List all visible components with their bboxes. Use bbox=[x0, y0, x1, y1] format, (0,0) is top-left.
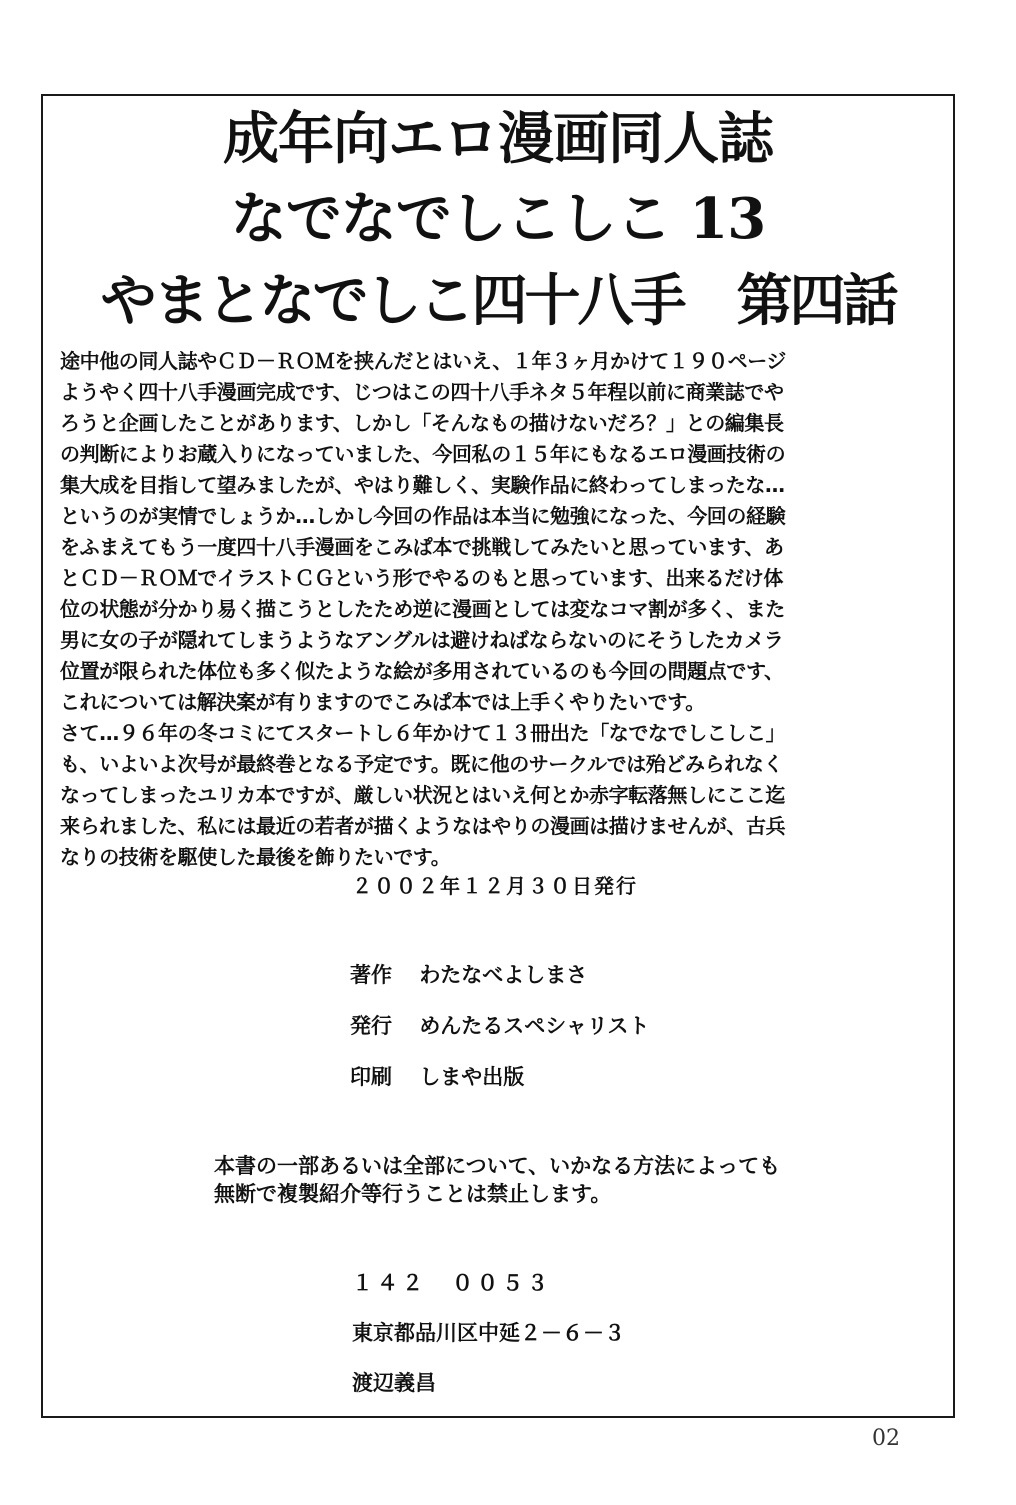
credit-role: 著作 bbox=[350, 963, 392, 987]
credit-value: しまや出版 bbox=[419, 1065, 525, 1089]
title-line-1: 成年向エロ漫画同人誌 bbox=[223, 106, 773, 172]
credit-role: 印刷 bbox=[350, 1065, 392, 1089]
body-line: さて…９６年の冬コミにてスタートし６年かけて１３冊出た「なでなでしこしこ」 bbox=[60, 721, 786, 745]
credit-author bbox=[350, 950, 649, 1001]
body-line: ようやく四十八手漫画完成です、じつはこの四十八手ネタ５年程以前に商業誌でや bbox=[60, 380, 784, 404]
credit-value: わたなべよしまさ bbox=[419, 963, 588, 987]
body-line: というのが実情でしょうか…しかし今回の作品は本当に勉強になった、今回の経験 bbox=[60, 504, 786, 528]
credit-role: 発行 bbox=[350, 1014, 392, 1038]
contact-address bbox=[352, 1258, 625, 1408]
body-line: とＣＤ－ＲＯＭでイラストＣＧという形でやるのもと思っています、出来るだけ体 bbox=[60, 566, 783, 590]
notice-line: 本書の一部あるいは全部について、いかなる方法によっても bbox=[214, 1154, 781, 1178]
credit-value: めんたるスペシャリスト bbox=[419, 1014, 650, 1038]
credits-block bbox=[350, 950, 649, 1103]
body-line: 集大成を目指して望みましたが、やはり難しく、実験作品に終わってしまったな… bbox=[60, 473, 785, 497]
body-line: をふまえてもう一度四十八手漫画をこみぱ本で挑戦してみたいと思っています、あ bbox=[60, 535, 784, 559]
body-line: 途中他の同人誌やＣＤ－ＲＯＭを挟んだとはいえ、１年３ヶ月かけて１９０ページ bbox=[60, 349, 786, 373]
body-line: なってしまったユリカ本ですが、厳しい状況とはいえ何とか赤字転落無しにここ迄 bbox=[60, 783, 785, 807]
title-line-3: やまとなでしこ四十八手 第四話 bbox=[100, 268, 896, 334]
body-line: なりの技術を駆使した最後を飾りたいです。 bbox=[60, 845, 451, 869]
street-address: 東京都品川区中延２－６－３ bbox=[352, 1321, 625, 1345]
afterword-text bbox=[60, 346, 940, 873]
body-line: ろうと企画したことがあります、しかし「そんなもの描けないだろ？」との編集長 bbox=[60, 411, 784, 435]
publication-date: ２００２年１２月３０日発行 bbox=[352, 874, 638, 898]
body-line: 位の状態が分かり易く描こうとしたため逆に漫画としては変なコマ割が多く、また bbox=[60, 597, 785, 621]
postal-code: １４２ ００５３ bbox=[352, 1271, 552, 1295]
credit-printer bbox=[350, 1052, 649, 1103]
body-line: 男に女の子が隠れてしまうようなアングルは避けねばならないのにそうしたカメラ bbox=[60, 628, 784, 652]
contact-name: 渡辺義昌 bbox=[352, 1371, 436, 1395]
body-line: 来られました、私には最近の若者が描くようなはやりの漫画は描けませんが、古兵 bbox=[60, 814, 786, 838]
credit-publisher bbox=[350, 1001, 649, 1052]
title-line-2: なでなでしこしこ 13 bbox=[230, 186, 766, 252]
copyright-notice bbox=[214, 1152, 780, 1208]
body-line: も、いよいよ次号が最終巻となる予定です。既に他のサークルでは殆どみられなく bbox=[60, 752, 783, 776]
notice-line: 無断で複製紹介等行うことは禁止します。 bbox=[214, 1182, 612, 1206]
body-line: の判断によりお蔵入りになっていました、今回私の１５年にもなるエロ漫画技術の bbox=[60, 442, 786, 466]
page-number: 02 bbox=[872, 1426, 900, 1451]
body-line: 位置が限られた体位も多く似たような絵が多用されているのも今回の問題点です、 bbox=[60, 659, 784, 683]
body-line: これについては解決案が有りますのでこみぱ本では上手くやりたいです。 bbox=[60, 690, 705, 714]
